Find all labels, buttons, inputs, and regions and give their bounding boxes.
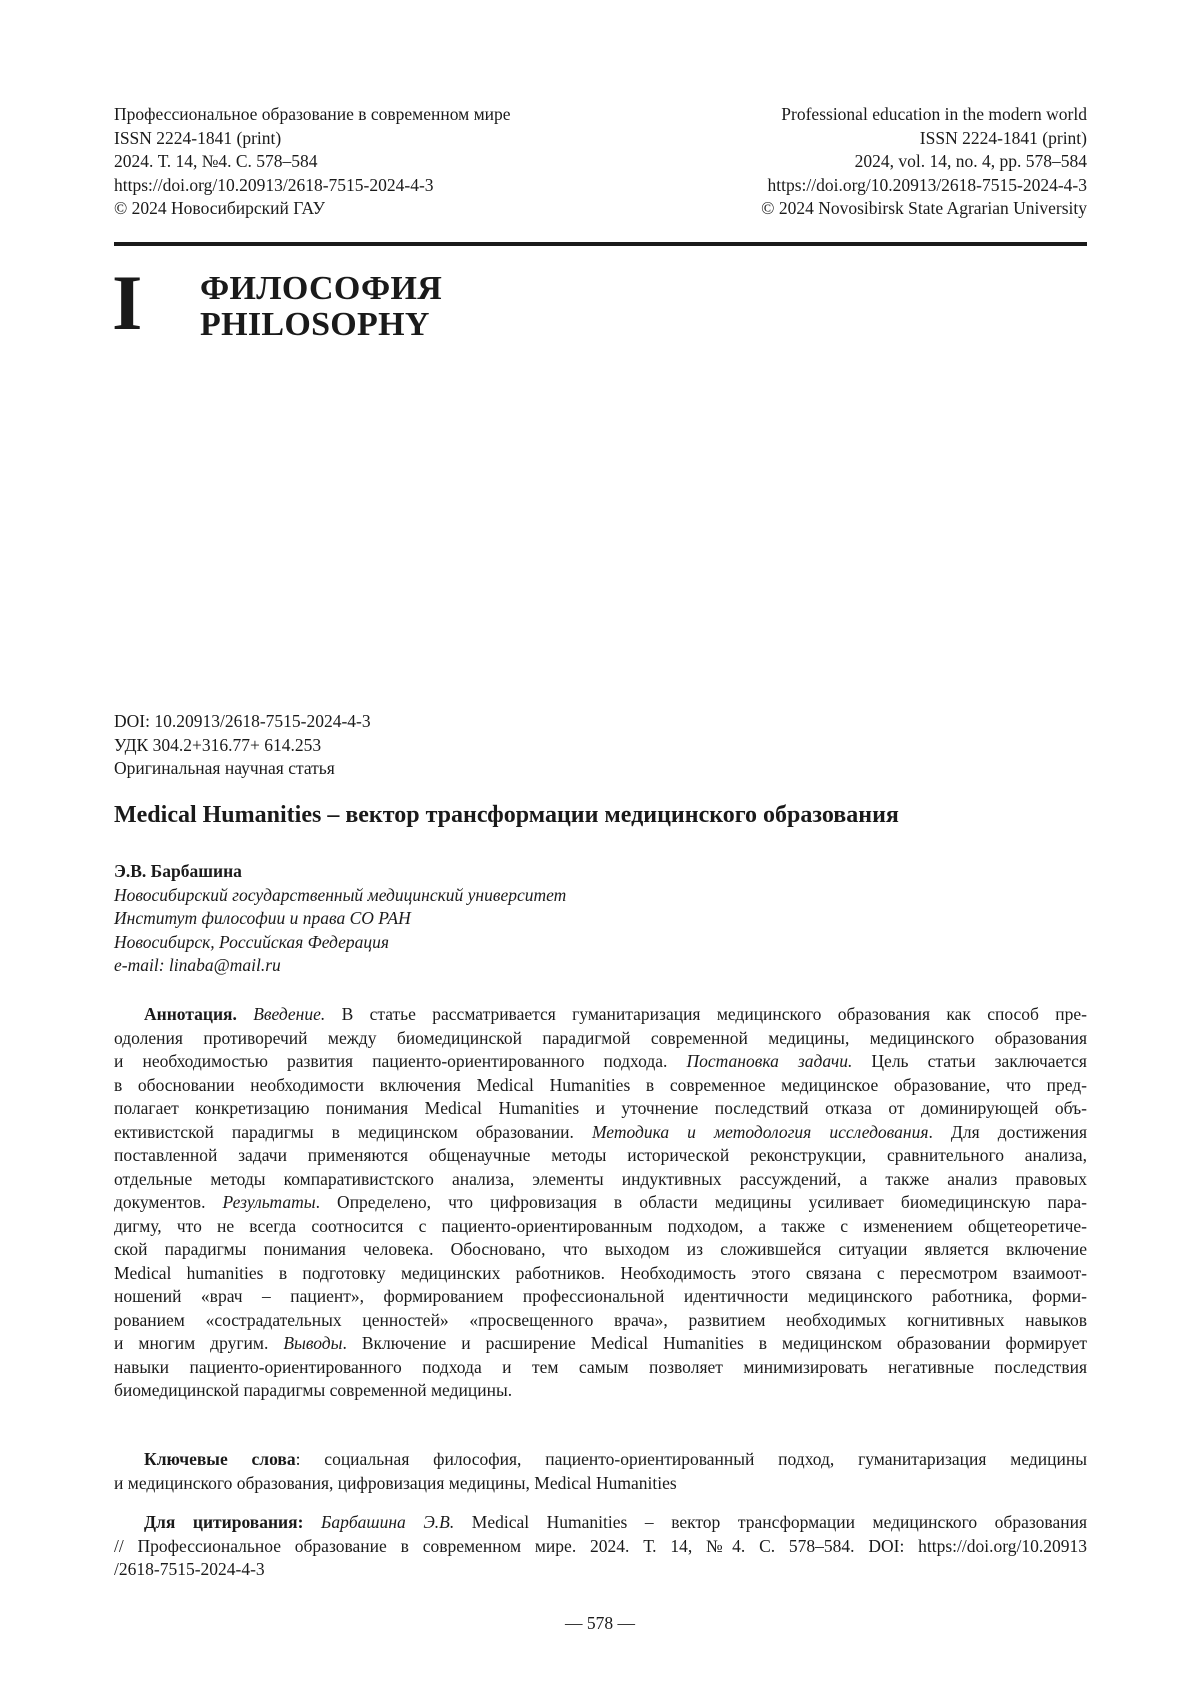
article-meta (114, 710, 371, 781)
keywords: Ключевые слова: социальная философия, пациенто-ориентированный подход, гуманитаризация медицины и медицинского образования, цифровизация медицины, Medical Humanities (114, 1448, 1087, 1495)
author-name: Э.В. Барбашина (114, 860, 566, 884)
author-email[interactable]: e-mail: linaba@mail.ru (114, 954, 566, 978)
page-number: — 578 — (0, 1612, 1200, 1634)
abstract-label: Аннотация. (144, 1004, 237, 1024)
doi-link-en[interactable]: https://doi.org/10.20913/2618-7515-2024-4-3 (761, 174, 1087, 198)
journal-title-ru: Профессиональное образование в современном мире (114, 103, 511, 127)
section-number: I (112, 262, 142, 344)
abstract-results-heading: Результаты (223, 1192, 316, 1212)
author-affiliation-1: Новосибирский государственный медицинский университет (114, 884, 566, 908)
copyright-en: © 2024 Novosibirsk State Agrarian University (761, 197, 1087, 221)
keywords-label: Ключевые слова (144, 1449, 296, 1469)
article-type: Оригинальная научная статья (114, 757, 371, 781)
section-title-ru: ФИЛОСОФИЯ (200, 271, 442, 307)
issn-ru: ISSN 2224-1841 (print) (114, 127, 511, 151)
issue-en: 2024, vol. 14, no. 4, pp. 578–584 (761, 150, 1087, 174)
issn-en: ISSN 2224-1841 (print) (761, 127, 1087, 151)
article-title: Medical Humanities – вектор трансформации медицинского образования (114, 800, 899, 830)
citation: Для цитирования: Барбашина Э.В. Medical Humanities – вектор трансформации медицинского образования // Профессиональное образование в современном мире. 2024. Т. 14, №4. С. 578–584. DOI: https://doi.org/10.20913 /2618-7515-2024-4-3 (114, 1511, 1087, 1582)
section-title-en: PHILOSOPHY (200, 307, 442, 343)
abstract-task-heading: Постановка задачи. (687, 1051, 853, 1071)
doi-link-ru[interactable]: https://doi.org/10.20913/2618-7515-2024-4-3 (114, 174, 511, 198)
author-location: Новосибирск, Российская Федерация (114, 931, 566, 955)
article-doi: DOI: 10.20913/2618-7515-2024-4-3 (114, 710, 371, 734)
copyright-ru: © 2024 Новосибирский ГАУ (114, 197, 511, 221)
citation-author: Барбашина Э.В. (321, 1512, 454, 1532)
journal-header-ru (114, 103, 511, 221)
abstract-method-heading: Методика и методология исследования (592, 1122, 929, 1142)
author-affiliation-2: Институт философии и права СО РАН (114, 907, 566, 931)
abstract: Аннотация. Введение. В статье рассматривается гуманитаризация медицинского образования как способ пре- одоления противоречий между биомедицинской парадигмой современной медицины, медицинского образования и необходимостью развития пациенто-ориентированного подхода. Постановка задачи. Цель статьи заключается в обосновании необходимости включения Medical Humanities в современное медицинское образование, что пред- полагает конкретизацию понимания Medical Humanities и уточнение последствий отказа от доминирующей объ- ективистской парадигмы в медицинском образовании. Методика и методология исследования. Для достижения поставленной задачи применяются общенаучные методы исторической реконструкции, сравнительного анализа, отдельные методы компаративистского анализа, элементы индуктивных рассуждений, а также анализ правовых документов. Результаты. Определено, что цифровизация в области медицины усиливает биомедицинскую пара- дигму, что не всегда соотносится с пациенто-ориентированным подходом, а также с изменением общетеоретиче- ской парадигмы понимания человека. Обосновано, что выходом из сложившейся ситуации является включение Medical humanities в подготовку медицинских работников. Необходимость этого связана с пересмотром взаимоот- ношений «врач – пациент», формированием профессиональной идентичности медицинского работника, форми- рованием «сострадательных ценностей» «просвещенного врача», развитием необходимых когнитивных навыков и многим другим. Выводы. Включение и расширение Medical Humanities в медицинском образовании формирует навыки пациенто-ориентированного подхода и тем самым позволяет минимизировать негативные последствия биомедицинской парадигмы современной медицины. (114, 1003, 1087, 1403)
abstract-conclusions-heading: Выводы (283, 1333, 342, 1353)
journal-header-en (761, 103, 1087, 221)
author-block (114, 860, 566, 978)
header-divider (114, 242, 1087, 246)
article-page (0, 0, 1200, 1697)
article-udk: УДК 304.2+316.77+ 614.253 (114, 734, 371, 758)
journal-title-en: Professional education in the modern world (761, 103, 1087, 127)
section-title (200, 271, 442, 343)
abstract-intro-heading: Введение. (253, 1004, 325, 1024)
citation-label: Для цитирования: (144, 1512, 303, 1532)
issue-ru: 2024. Т. 14, №4. С. 578–584 (114, 150, 511, 174)
